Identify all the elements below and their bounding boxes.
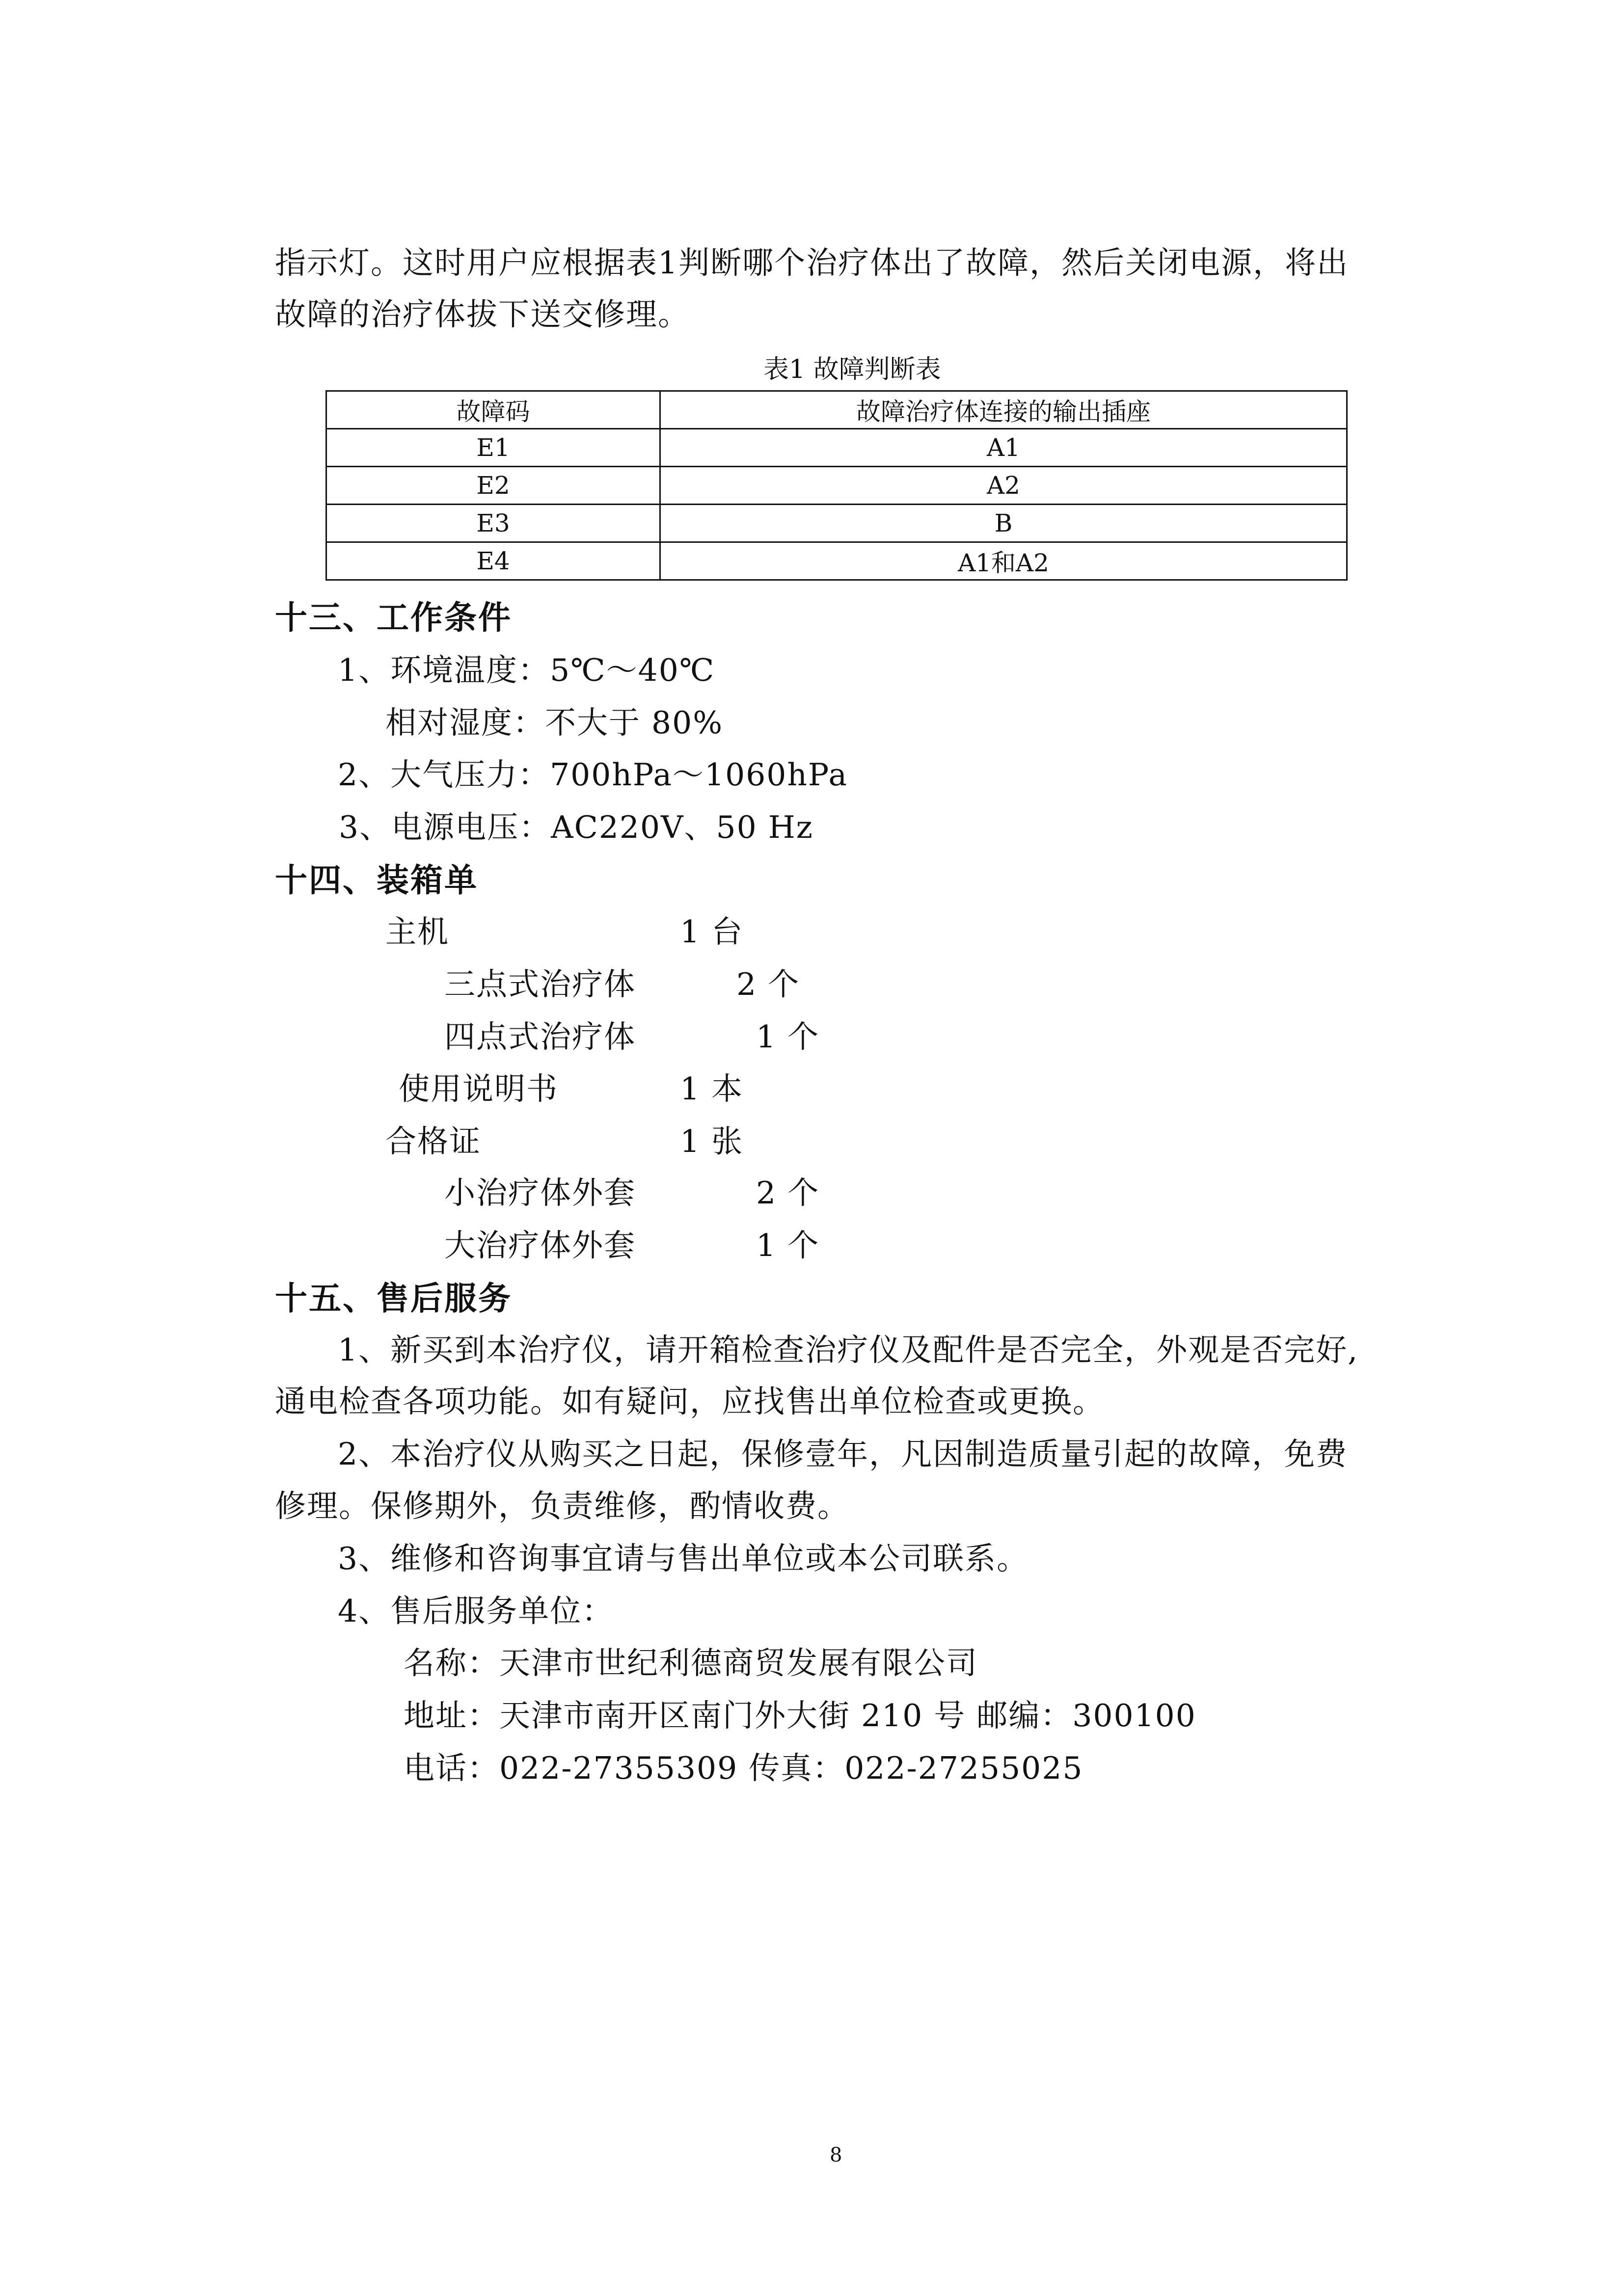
- packing-item-qty: 1 张: [680, 1123, 744, 1159]
- table-row: [326, 467, 1347, 505]
- condition-voltage: 3、电源电压：AC220V、50 Hz: [339, 809, 813, 845]
- fault-code-cell: E4: [326, 542, 660, 580]
- table-row: [326, 542, 1347, 580]
- section-14-heading: 十四、装箱单: [275, 861, 478, 899]
- output-socket-cell: A1和A2: [660, 542, 1347, 580]
- page-number: 8: [830, 2144, 842, 2166]
- packing-item-qty: 1 台: [680, 914, 744, 950]
- fault-code-cell: E3: [326, 505, 660, 542]
- packing-item-name: 三点式治疗体: [444, 966, 636, 1002]
- packing-item-qty: 2 个: [736, 966, 800, 1002]
- fault-table: [325, 390, 1348, 581]
- service-para-2-line-2: 修理。保修期外，负责维修，酌情收费。: [275, 1488, 849, 1524]
- section-15-heading: 十五、售后服务: [275, 1279, 512, 1317]
- service-para-1-line-1: 1、新买到本治疗仪，请开箱检查治疗仪及配件是否完全，外观是否完好,: [338, 1332, 1359, 1368]
- service-para-2-line-1: 2、本治疗仪从购买之日起，保修壹年，凡因制造质量引起的故障，免费: [338, 1436, 1348, 1472]
- packing-item-qty: 1 个: [756, 1228, 820, 1263]
- packing-item-name: 使用说明书: [399, 1071, 558, 1107]
- service-para-4: 4、售后服务单位：: [338, 1593, 614, 1629]
- packing-item-name: 合格证: [385, 1123, 481, 1159]
- service-company-name: 名称：天津市世纪利德商贸发展有限公司: [404, 1645, 978, 1681]
- packing-item-name: 小治疗体外套: [444, 1175, 636, 1211]
- condition-temperature: 1、环境温度：5℃～40℃: [338, 652, 715, 688]
- intro-line-1: 指示灯。这时用户应根据表1判断哪个治疗体出了故障，然后关闭电源，将出: [275, 245, 1349, 281]
- packing-item-name: 主机: [385, 914, 449, 950]
- packing-item-qty: 1 本: [680, 1071, 744, 1107]
- packing-item-name: 四点式治疗体: [444, 1019, 636, 1055]
- service-para-1-line-2: 通电检查各项功能。如有疑问，应找售出单位检查或更换。: [275, 1384, 1105, 1419]
- service-para-3: 3、维修和咨询事宜请与售出单位或本公司联系。: [338, 1541, 1029, 1576]
- table-caption: 表1 故障判断表: [763, 355, 941, 384]
- header-output-socket: 故障治疗体连接的输出插座: [660, 391, 1347, 429]
- packing-item-qty: 2 个: [756, 1175, 820, 1211]
- packing-item-name: 大治疗体外套: [444, 1228, 636, 1263]
- section-13-heading: 十三、工作条件: [275, 598, 512, 637]
- output-socket-cell: B: [660, 505, 1347, 542]
- service-company-address: 地址：天津市南开区南门外大街 210 号 邮编：300100: [404, 1698, 1196, 1734]
- table-row: [326, 505, 1347, 542]
- condition-humidity: 相对湿度：不大于 80%: [385, 705, 724, 741]
- header-fault-code: 故障码: [326, 391, 660, 429]
- intro-line-2: 故障的治疗体拔下送交修理。: [275, 296, 690, 332]
- condition-pressure: 2、大气压力：700hPa～1060hPa: [338, 757, 848, 793]
- service-company-phone: 电话：022-27355309 传真：022-27255025: [404, 1750, 1083, 1786]
- table-header-row: [326, 391, 1347, 429]
- output-socket-cell: A1: [660, 429, 1347, 467]
- output-socket-cell: A2: [660, 467, 1347, 505]
- packing-item-qty: 1 个: [756, 1019, 820, 1055]
- table-row: [326, 429, 1347, 467]
- fault-code-cell: E2: [326, 467, 660, 505]
- fault-code-cell: E1: [326, 429, 660, 467]
